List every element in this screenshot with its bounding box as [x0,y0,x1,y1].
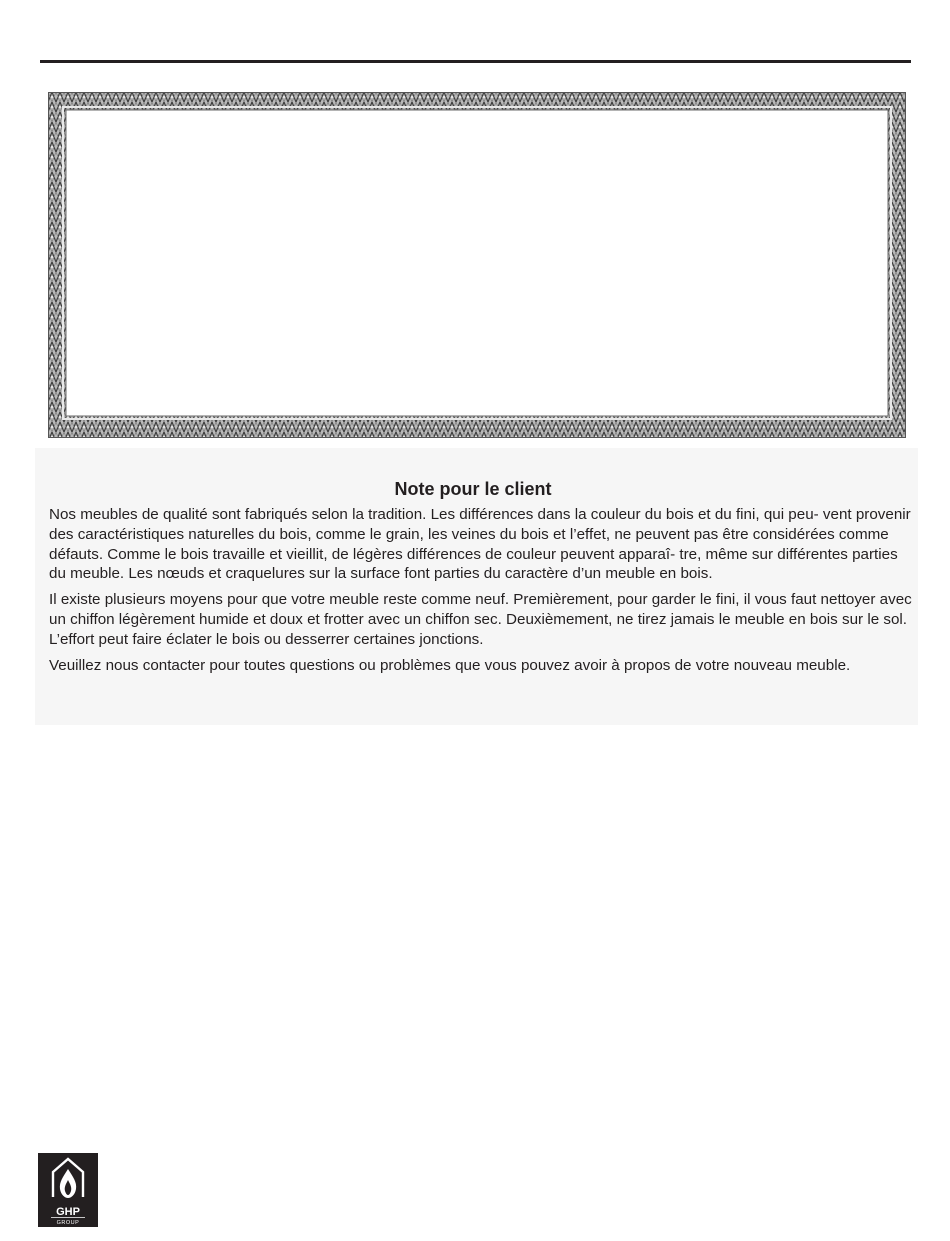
note-paragraph-maintenance: Il existe plusieurs moyens pour que votre meuble reste comme neuf. Premièrement, pour garder le fini, il vous faut nettoyer avec un chiffon légèrement humide et doux et frotter avec un chiffon sec. Deuxièmement, ne tirez jamais le meuble en bois sur le sol. L’effort peut faire éclater le bois ou desserrer certaines jonctions. [49,591,912,648]
logo-brand-text: GHP [56,1206,80,1218]
top-rule [40,60,911,63]
customer-note-section [35,448,918,725]
note-paragraph-care: Nos meubles de qualité sont fabriqués selon la tradition. Les différences dans la couleur du bois et du fini, qui peu- vent provenir des caractéristiques naturelles du bois, comme le grain, les veines du bois et l’effet, ne peuvent pas être considérées comme défauts. Comme le bois travaille et vieillit, de légères différences de couleur peuvent apparaî- tre, même sur différentes parties du meuble. Les nœuds et craquelures sur la surface font parties du caractère d’un meuble en bois. [49,506,911,583]
note-title: Note pour le client [394,479,552,499]
note-paragraph-contact: Veuillez nous contacter pour toutes questions ou problèmes que vous pouvez avoir à propos de votre nouveau meuble. [49,656,851,674]
decorative-border-frame [48,92,906,438]
ghp-group-logo [38,1153,98,1227]
note-body [49,505,914,681]
logo-subtitle-text: GROUP [56,1220,80,1226]
